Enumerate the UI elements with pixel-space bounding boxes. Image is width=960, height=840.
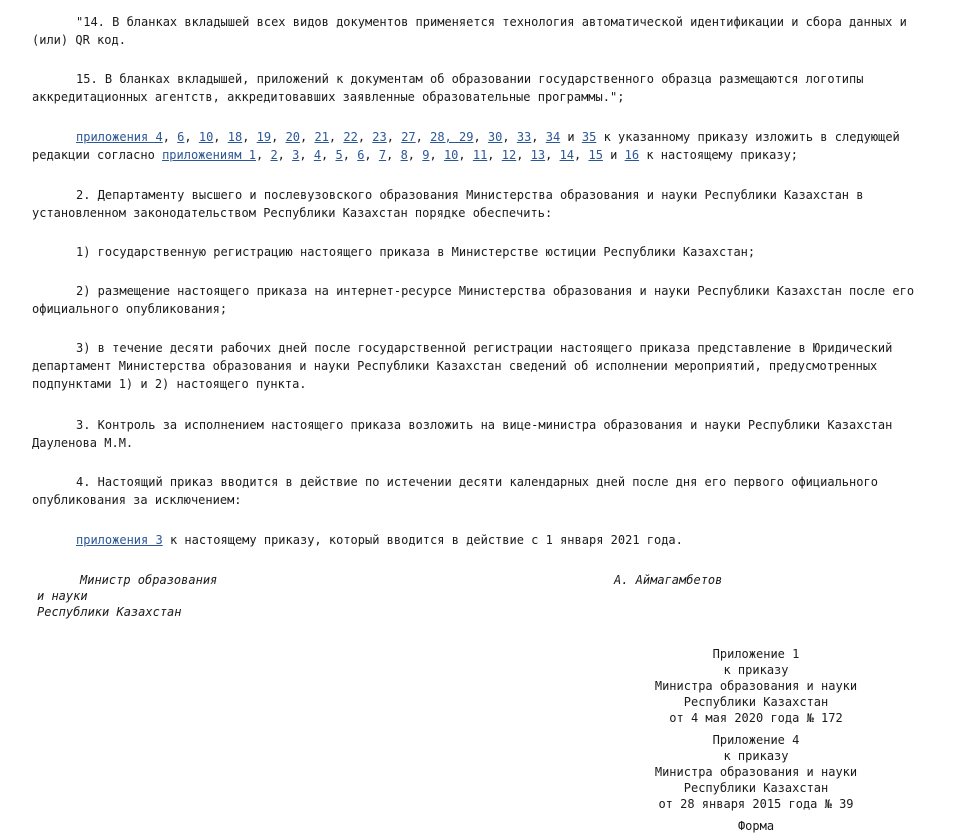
appendix-link-4[interactable]: приложения 4: [76, 130, 163, 144]
subitem-1: 1) государственную регистрацию настоящего приказа в Министерстве юстиции Республики Казахстан;: [76, 245, 756, 259]
signature-title-line-2: и науки: [37, 589, 88, 603]
appendix-link-3[interactable]: приложения 3: [76, 533, 163, 547]
appendix-link-35[interactable]: 35: [581, 130, 597, 144]
appendices-replacement-paragraph: приложения 4, 6, 10, 18, 19, 20, 21, 22, 23, 27, 28, 29, 30, 33, 34 и 35 к указанному приказу изложить в следующей редакции согласно приложениям 1, 2, 3, 4, 5, 6, 7, 8, 9, 10, 11, 12, 13, 14, 15 и 16 к настоящему приказу;: [32, 130, 900, 162]
paragraph-4: 4. Настоящий приказ вводится в действие по истечении десяти календарных дней после дня его первого официального опубликования за исключением:: [32, 475, 878, 507]
new-appendix-number-link-6[interactable]: 8: [400, 148, 408, 162]
appendix-number-link-4[interactable]: 20: [285, 130, 301, 144]
appendix-number-link-10[interactable]: 30: [487, 130, 503, 144]
appendix-number-link-11[interactable]: 33: [516, 130, 532, 144]
new-appendix-number-link-7[interactable]: 9: [422, 148, 430, 162]
appendix-number-link-3[interactable]: 19: [256, 130, 272, 144]
new-appendix-number-link-4[interactable]: 6: [357, 148, 365, 162]
paragraph-2: 2. Департаменту высшего и послевузовского образования Министерства образования и науки Республики Казахстан в установленном законодательством Республики Казахстан порядке обеспечить:: [32, 188, 864, 220]
appendix-number-link-9[interactable]: 28, 29: [430, 130, 474, 144]
paragraph-15: 15. В бланках вкладышей, приложений к документам об образовании государственного образца размещаются логотипы аккредитационных агентств, аккредитовавших заявленные образовательные программы.";: [32, 72, 864, 104]
new-appendix-number-link-9[interactable]: 11: [472, 148, 488, 162]
appendix-number-link-7[interactable]: 23: [372, 130, 387, 144]
paragraph-14: "14. В бланках вкладышей всех видов документов применяется технология автоматической идентификации и сбора данных и (или) QR код.: [32, 15, 907, 47]
form-label: Форма: [737, 819, 775, 833]
subitem-2: 2) размещение настоящего приказа на интернет-ресурсе Министерства образования и науки Республики Казахстан после его официального опубликования;: [32, 284, 915, 316]
new-appendix-number-link-5[interactable]: 7: [378, 148, 387, 162]
new-appendix-number-link-2[interactable]: 4: [313, 148, 322, 162]
new-appendix-number-link-13[interactable]: 15: [588, 148, 603, 162]
links-tail-text: к настоящему приказу;: [646, 148, 799, 162]
links-middle-text: к указанному приказу изложить в следующей редакции согласно: [32, 130, 900, 162]
appendix-link-16[interactable]: 16: [624, 148, 640, 162]
appendix-number-link-1[interactable]: 10: [198, 130, 214, 144]
new-appendix-number-link-10[interactable]: 12: [501, 148, 517, 162]
subitem-3: 3) в течение десяти рабочих дней после государственной регистрации настоящего приказа представление в Юридический департамент Министерства образования и науки Республики Казахстан сведений об исполнении мероприятий, предусмотренных подпунктами 1) и 2) настоящего пункта.: [32, 341, 893, 391]
new-appendix-number-link-3[interactable]: 5: [335, 148, 343, 162]
signature-name: А. Аймагамбетов: [614, 573, 723, 587]
appendix-number-link-6[interactable]: 22: [343, 130, 358, 144]
signature-title-line-1: Министр образования: [80, 573, 218, 587]
new-appendix-number-link-11[interactable]: 13: [530, 148, 546, 162]
appendix-number-link-5[interactable]: 21: [314, 130, 329, 144]
appendix-number-link-12[interactable]: 34: [545, 130, 561, 144]
exception-paragraph: приложения 3 к настоящему приказу, который вводится в действие с 1 января 2021 года.: [76, 533, 683, 547]
appendix-number-link-8[interactable]: 27: [401, 130, 416, 144]
signature-title-line-3: Республики Казахстан: [37, 605, 182, 619]
new-appendix-number-link-0[interactable]: 2: [270, 148, 278, 162]
new-appendix-number-link-12[interactable]: 14: [559, 148, 575, 162]
appendices-link-1[interactable]: приложениям 1: [162, 148, 256, 162]
new-appendix-number-link-8[interactable]: 10: [443, 148, 459, 162]
appendix-number-link-0[interactable]: 6: [177, 130, 185, 144]
new-appendix-number-link-1[interactable]: 3: [292, 148, 300, 162]
paragraph-3: 3. Контроль за исполнением настоящего приказа возложить на вице-министра образования и науки Республики Казахстан Дауленова М.М.: [32, 418, 893, 450]
appendix-number-link-2[interactable]: 18: [227, 130, 243, 144]
